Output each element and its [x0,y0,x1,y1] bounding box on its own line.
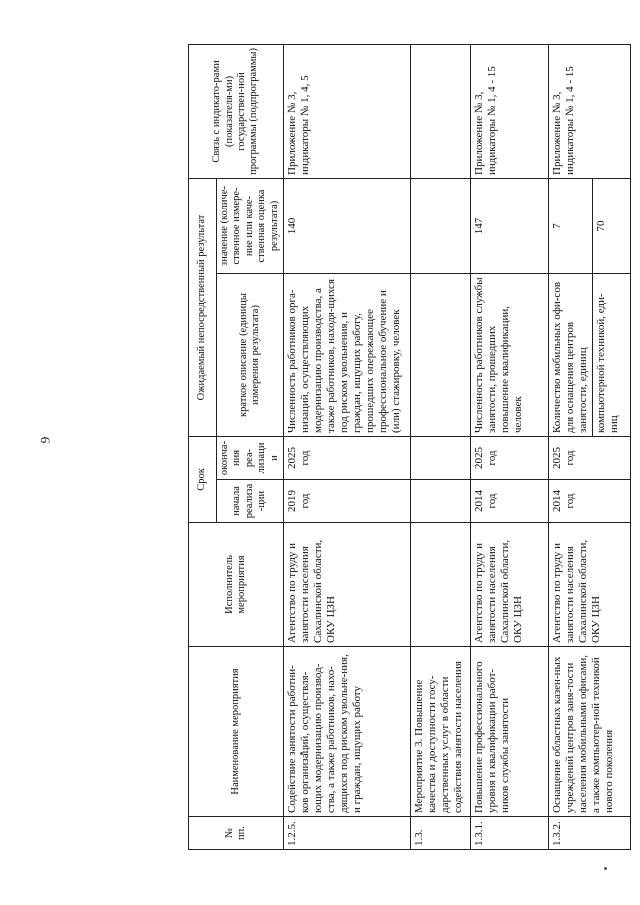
row-end: 2025 год [283,436,410,479]
table-row [548,44,592,849]
header-name: Наименование мероприятия [189,647,284,817]
row-executor: Агентство по труду и занятости населения Сахалинской области, ОКУ ЦЗН [283,523,410,647]
header-term-end: оконча-ния реа-лизации [217,436,284,479]
row-desc: Численность работников службы занятости, прошедших повышение квалификации, человек [470,273,548,436]
row-num: 1.3. [410,817,470,850]
row-executor: Агентство по труду и занятости населения Сахалинской области, ОКУ ЦЗН [470,523,548,647]
row-link: Приложение № 3, индикаторы № 1, 4 - 15 [470,44,548,178]
scan-speck [604,867,607,870]
header-result: Ожидаемый непосредственный результат [189,178,217,436]
row-end [410,436,470,479]
row-name: Содействие занятости работни-ков организаций, осуществля-ющих модернизацию производ-ства, а также работников, нахо-дящихся под риском увольне-ния, и граждан, ищущих работу [283,647,410,817]
header-term-start: начала реализа-ции [217,480,284,523]
header-result-value: значение (количе-ственное измере-ние или каче-ственная оценка результата) [217,178,284,273]
header-num: № пп. [189,817,284,850]
row-name: Мероприятие 3. Повышение качества и доступности госу-дарственных услуг в области содействия занятости населения [410,647,470,817]
row-link: Приложение № 3, индикаторы № 1, 4 - 15 [548,44,630,178]
row-start [410,480,470,523]
row-desc [410,273,470,436]
row-desc: Количество мобильных офи-сов для оснащения центров занятости, единиц [548,273,592,436]
row-num: 1.3.1. [470,817,548,850]
header-term: Срок [189,436,217,522]
row-name: Оснащение областных казен-ных учреждений центров заня-тости населения мобильными офисами, а также компьютер-ной техникой нового поколения [548,647,630,817]
row-value [410,178,470,273]
row-link [410,44,470,178]
header-result-desc: краткое описание (единицы измерения результата) [217,273,284,436]
row-executor: Агентство по труду и занятости населения Сахалинской области, ОКУ ЦЗН [548,523,630,647]
row-start: 2019 год [283,480,410,523]
table-row [470,44,548,849]
header-link: Связь с индикато-рами (показателя-ми) государствен-ной программы (подпрограммы) [189,44,284,178]
table-row [283,44,410,849]
row-desc-2: компьютерной техникой, еди-ниц [592,273,630,436]
row-value: 147 [470,178,548,273]
header-row [189,44,217,849]
row-value: 140 [283,178,410,273]
row-executor [410,523,470,647]
header-executor: Исполнитель мероприятия [189,523,284,647]
row-value: 7 [548,178,592,273]
row-end: 2025 год [548,436,630,479]
row-start: 2014 год [470,480,548,523]
row-end: 2025 год [470,436,548,479]
row-desc: Численность работников орга-низаций, осуществляющих модернизацию производства, а также работников, находя-щихся под риском увольнения, и граждан, ищущих работу, прошедших опережающее профессиональное обучение и (или) стажировку, человек [283,273,410,436]
page-number: 9 [37,436,53,444]
row-link: Приложение № 3, индикаторы № 1, 4, 5 [283,44,410,178]
program-measures-table [188,44,631,850]
row-num: 1.3.2. [548,817,630,850]
row-value-2: 70 [592,178,630,273]
row-name: Повышение профессионального уровня и квалификации работ-ников службы занятости [470,647,548,817]
row-num: 1.2.5. [283,817,410,850]
table-row [410,44,470,849]
row-start: 2014 год [548,480,630,523]
rotated-table-container [188,45,623,850]
